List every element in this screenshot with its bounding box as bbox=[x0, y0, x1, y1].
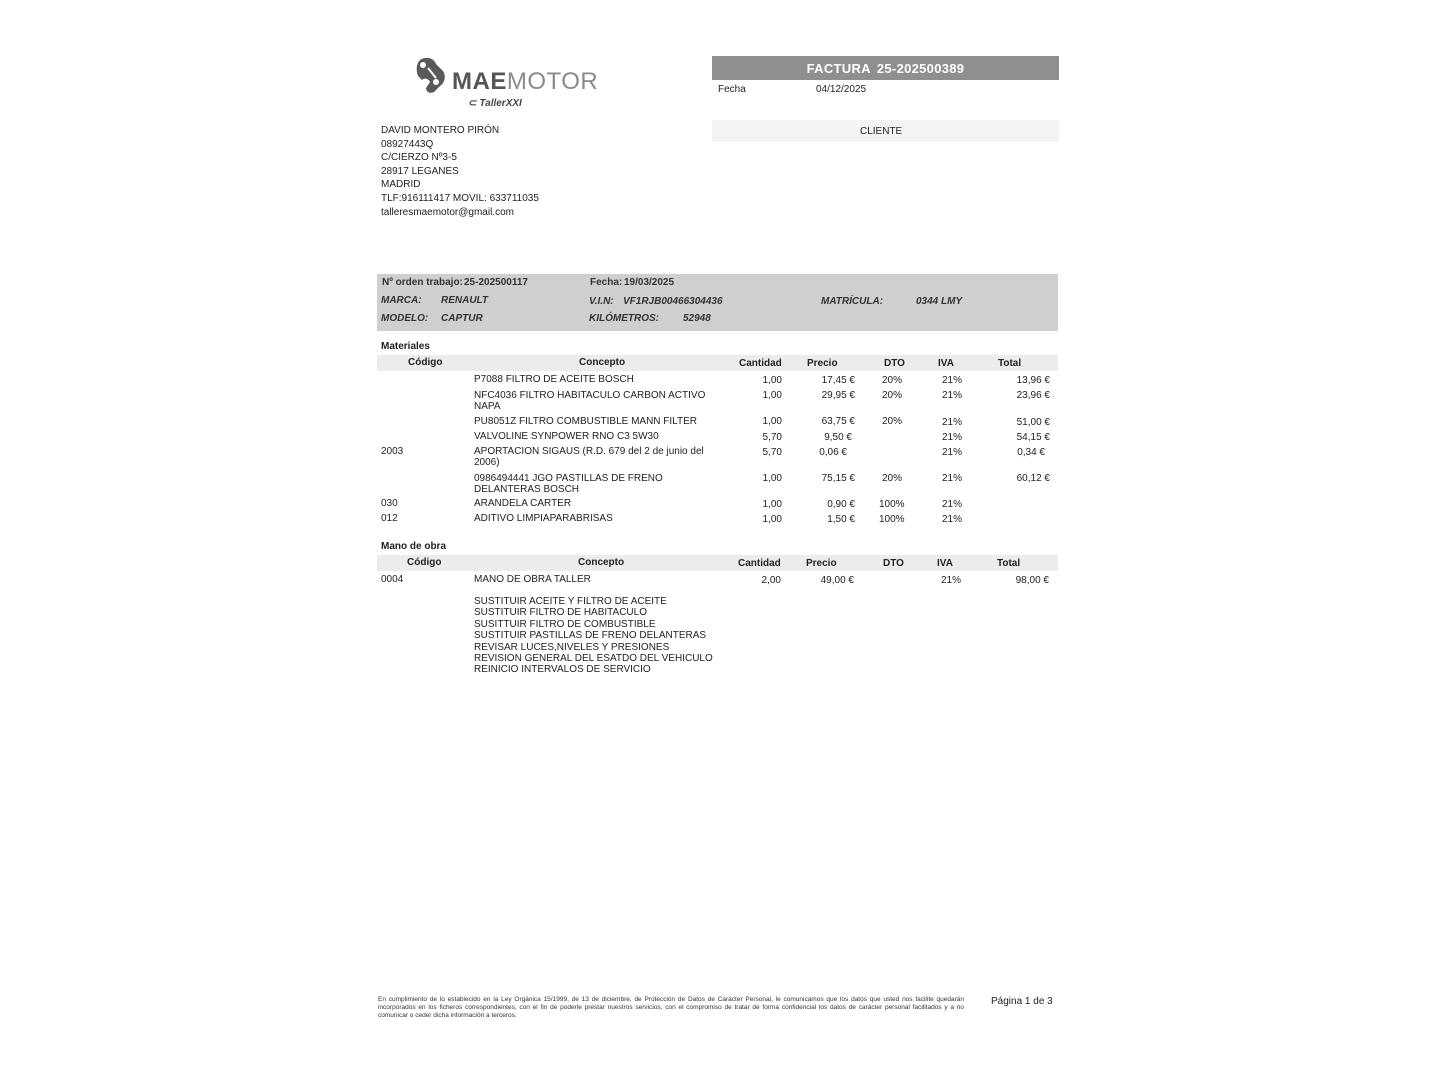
col-iva: IVA bbox=[937, 558, 953, 569]
materiales-header-band bbox=[377, 355, 1058, 371]
wrench-logo-icon bbox=[414, 56, 448, 94]
row-concepto: MANO DE OBRA TALLER bbox=[474, 574, 591, 585]
row-iva: 21% bbox=[942, 473, 963, 484]
row-dto: 20% bbox=[882, 416, 903, 427]
row-precio: 17,45 € bbox=[821, 375, 855, 386]
row-iva: 21% bbox=[941, 575, 962, 586]
company-nif: 08927443Q bbox=[381, 138, 434, 150]
row-cantidad: 2,00 bbox=[761, 575, 781, 586]
row-cantidad: 5,70 bbox=[762, 432, 782, 443]
row-total: 54,15 € bbox=[1016, 432, 1050, 443]
row-dto: 20% bbox=[882, 375, 903, 386]
row-cantidad: 1,00 bbox=[762, 416, 782, 427]
description-line: SUSTITUIR FILTRO DE HABITACULO bbox=[474, 607, 647, 619]
row-total: 98,00 € bbox=[1015, 575, 1049, 586]
vin-label: V.I.N: bbox=[589, 296, 614, 307]
company-logo bbox=[414, 56, 614, 116]
company-address: C/CIERZO Nº3-5 bbox=[381, 152, 457, 164]
sub-brand: ⊂ TallerXXI bbox=[468, 98, 522, 109]
brand-name: MAEMOTOR bbox=[452, 68, 599, 95]
vin-value: VF1RJB00466304436 bbox=[623, 296, 723, 307]
row-concepto: 0986494441 JGO PASTILLAS DE FRENO DELANTERAS BOSCH bbox=[474, 473, 663, 495]
row-precio: 1,50 € bbox=[827, 514, 855, 525]
col-precio: Precio bbox=[806, 558, 837, 569]
row-iva: 21% bbox=[942, 390, 963, 401]
row-total: 13,96 € bbox=[1016, 375, 1050, 386]
row-concepto: APORTACION SIGAUS (R.D. 679 del 2 de junio del 2006) bbox=[474, 446, 704, 468]
col-concepto: Concepto bbox=[578, 557, 625, 568]
row-codigo: 2003 bbox=[381, 446, 404, 457]
row-iva: 21% bbox=[942, 375, 963, 386]
col-cantidad: Cantidad bbox=[738, 558, 781, 569]
modelo-label: MODELO: bbox=[381, 313, 429, 324]
invoice-number: 25-202500389 bbox=[876, 60, 965, 76]
modelo-value: CAPTUR bbox=[441, 313, 483, 324]
row-codigo: 0004 bbox=[381, 574, 404, 585]
description-line: SUSITTUIR FILTRO DE COMBUSTIBLE bbox=[474, 618, 656, 630]
company-phones: TLF:916111417 MOVIL: 633711035 bbox=[381, 192, 539, 204]
col-cantidad: Cantidad bbox=[739, 358, 782, 369]
description-line: SUSTITUIR ACEITE Y FILTRO DE ACEITE bbox=[474, 596, 667, 607]
col-dto: DTO bbox=[883, 558, 904, 569]
description-line: REVISION GENERAL DEL ESATDO DEL VEHICULO bbox=[474, 653, 713, 665]
row-iva: 21% bbox=[942, 499, 963, 510]
col-codigo: Código bbox=[408, 357, 443, 368]
row-dto: 20% bbox=[882, 390, 903, 401]
matricula-value: 0344 LMY bbox=[916, 296, 963, 307]
order-date-label: Fecha: bbox=[590, 277, 623, 288]
row-dto: 100% bbox=[879, 514, 905, 525]
col-total: Total bbox=[998, 358, 1022, 369]
row-dto: 100% bbox=[879, 499, 905, 510]
mano-obra-header-band bbox=[377, 555, 1058, 571]
company-email: talleresmaemotor@gmail.com bbox=[381, 206, 514, 218]
work-description bbox=[474, 596, 713, 676]
row-precio: 9,50 € bbox=[824, 432, 852, 443]
row-total: 23,96 € bbox=[1016, 390, 1050, 401]
client-label: CLIENTE bbox=[860, 126, 903, 137]
col-iva: IVA bbox=[938, 358, 954, 369]
km-label: KILÓMETROS: bbox=[589, 313, 659, 324]
row-concepto: PU8051Z FILTRO COMBUSTIBLE MANN FILTER bbox=[474, 416, 698, 427]
marca-value: RENAULT bbox=[441, 295, 489, 306]
order-number-label: Nº orden trabajo: bbox=[382, 277, 463, 288]
tallerxxi-icon: ⊂ bbox=[468, 98, 477, 109]
row-precio: 63,75 € bbox=[821, 416, 855, 427]
row-dto: 20% bbox=[882, 473, 903, 484]
row-precio: 29,95 € bbox=[821, 390, 855, 401]
row-total: 60,12 € bbox=[1016, 473, 1050, 484]
legal-notice: En cumplimiento de lo establecido en la Ley Orgánica 15/1999, de 13 de diciembre, de Protección de Datos de Carácter Personal, le comunicamos que los datos que usted nos facilite quedarán incorporados en los ficheros correspondientes, con el fin de poderle prestar nuestros servicios, con el compromiso de tratar de forma confidencial los datos de carácter personal facilitados y a no comunicar o ceder dicha información a terceros. bbox=[378, 996, 964, 1019]
marca-label: MARCA: bbox=[381, 295, 422, 306]
description-line: REINICIO INTERVALOS DE SERVICIO bbox=[474, 664, 651, 676]
row-precio: 49,00 € bbox=[820, 575, 854, 586]
company-info bbox=[381, 124, 539, 219]
row-iva: 21% bbox=[942, 447, 963, 458]
invoice-date-label: Fecha bbox=[718, 84, 746, 95]
order-date: 19/03/2025 bbox=[624, 277, 675, 288]
row-total: 51,00 € bbox=[1016, 417, 1050, 428]
invoice-title-bar bbox=[712, 56, 1059, 80]
col-concepto: Concepto bbox=[579, 357, 626, 368]
col-codigo: Código bbox=[407, 557, 442, 568]
row-cantidad: 5,70 bbox=[762, 447, 782, 458]
order-number: 25-202500117 bbox=[464, 277, 528, 288]
row-iva: 21% bbox=[942, 417, 963, 428]
company-province: MADRID bbox=[381, 179, 421, 191]
description-line: SUSTITUIR PASTILLAS DE FRENO DELANTERAS bbox=[474, 630, 707, 642]
row-codigo: 012 bbox=[381, 513, 398, 524]
row-iva: 21% bbox=[942, 432, 963, 443]
row-cantidad: 1,00 bbox=[762, 390, 782, 401]
row-precio: 0,90 € bbox=[827, 499, 855, 510]
row-concepto: VALVOLINE SYNPOWER RNO C3 5W30 bbox=[474, 431, 659, 442]
col-total: Total bbox=[997, 558, 1021, 569]
page-number: Página 1 de 3 bbox=[991, 996, 1053, 1007]
km-value: 52948 bbox=[683, 313, 711, 324]
row-precio: 75,15 € bbox=[821, 473, 855, 484]
row-total: 0,34 € bbox=[1017, 447, 1045, 458]
invoice-date: 04/12/2025 bbox=[816, 84, 867, 95]
row-concepto: NFC4036 FILTRO HABITACULO CARBON ACTIVO NAPA bbox=[474, 390, 706, 412]
row-cantidad: 1,00 bbox=[762, 375, 782, 386]
row-iva: 21% bbox=[942, 514, 963, 525]
row-cantidad: 1,00 bbox=[762, 473, 782, 484]
company-name: DAVID MONTERO PIRÓN bbox=[381, 125, 500, 136]
row-concepto: ARANDELA CARTER bbox=[474, 498, 572, 509]
row-concepto: P7088 FILTRO DE ACEITE BOSCH bbox=[474, 374, 634, 385]
materiales-title: Materiales bbox=[381, 341, 430, 352]
description-line: REVISAR LUCES,NIVELES Y PRESIONES bbox=[474, 641, 670, 653]
row-cantidad: 1,00 bbox=[762, 499, 782, 510]
invoice-label: FACTURA bbox=[806, 60, 871, 76]
matricula-label: MATRÍCULA: bbox=[821, 296, 884, 307]
row-codigo: 030 bbox=[381, 498, 398, 509]
col-precio: Precio bbox=[807, 358, 838, 369]
mano-obra-title: Mano de obra bbox=[381, 541, 447, 552]
company-city: 28917 LEGANES bbox=[381, 165, 459, 177]
row-precio: 0,06 € bbox=[819, 447, 847, 458]
row-concepto: ADITIVO LIMPIAPARABRISAS bbox=[474, 513, 613, 524]
row-cantidad: 1,00 bbox=[762, 514, 782, 525]
col-dto: DTO bbox=[884, 358, 905, 369]
